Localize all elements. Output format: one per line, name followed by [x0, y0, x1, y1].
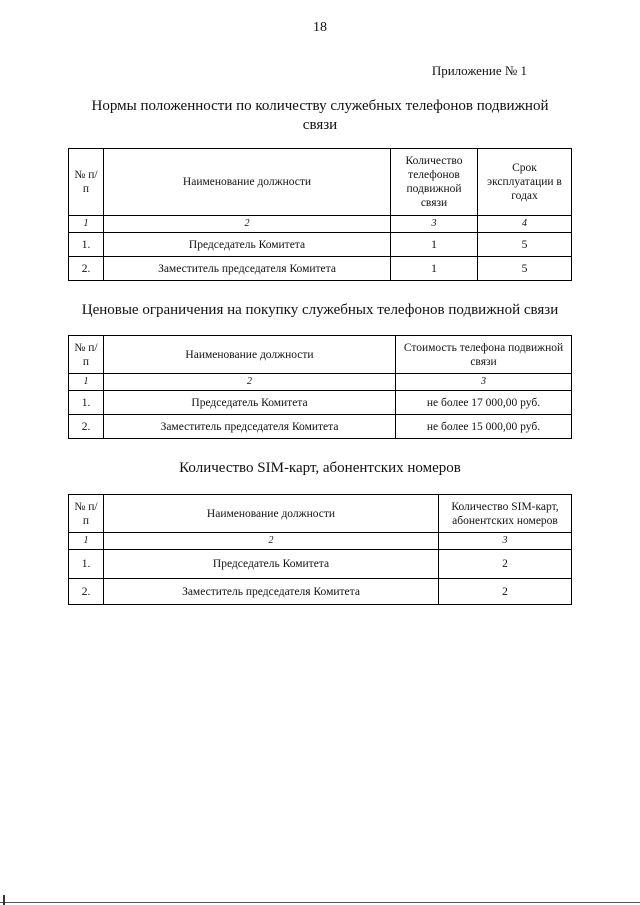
row-num: 2. [69, 257, 104, 281]
table-header-row [69, 149, 572, 216]
row-price: не более 17 000,00 руб. [396, 391, 572, 415]
section3-title: Количество SIM-карт, абонентских номеров [179, 460, 461, 476]
row-phone-count: 1 [391, 233, 478, 257]
row-position: Председатель Комитета [104, 550, 439, 579]
table-header-row [69, 495, 572, 533]
section1-title [60, 97, 580, 135]
row-term: 5 [478, 233, 572, 257]
row-position: Председатель Комитета [104, 233, 391, 257]
row-phone-count: 1 [391, 257, 478, 281]
column-number: 3 [396, 374, 572, 391]
appendix-label: Приложение № 1 [431, 63, 527, 78]
column-number: 1 [69, 533, 104, 550]
header-term: Срок эксплуатации в годах [478, 149, 572, 216]
row-position: Заместитель председателя Комитета [104, 415, 396, 439]
column-number: 2 [104, 533, 439, 550]
table-row [69, 415, 572, 439]
column-number: 3 [439, 533, 572, 550]
header-position: Наименование должности [104, 149, 391, 216]
column-number: 4 [478, 216, 572, 233]
column-number: 2 [104, 374, 396, 391]
row-sim-count: 2 [439, 579, 572, 605]
header-price: Стоимость телефона подвижной связи [396, 336, 572, 374]
table-row [69, 257, 572, 281]
row-num: 1. [69, 233, 104, 257]
column-number: 3 [391, 216, 478, 233]
column-number: 1 [69, 216, 104, 233]
phone-norms-table [68, 148, 572, 281]
header-phone-count: Количество телефонов подвижной связи [391, 149, 478, 216]
table-row [69, 579, 572, 605]
table-row [69, 391, 572, 415]
column-number-row [69, 216, 572, 233]
row-num: 2. [69, 415, 104, 439]
row-num: 2. [69, 579, 104, 605]
sim-cards-table [68, 494, 572, 605]
phone-price-table [68, 335, 572, 439]
row-num: 1. [69, 550, 104, 579]
table-header-row [69, 336, 572, 374]
header-num: № п/п [69, 149, 104, 216]
page-number: 18 [313, 20, 327, 35]
column-number-row [69, 533, 572, 550]
header-sim-count: Количество SIM-карт, абонентских номеров [439, 495, 572, 533]
table-row [69, 550, 572, 579]
header-num: № п/п [69, 495, 104, 533]
row-position: Заместитель председателя Комитета [104, 257, 391, 281]
section1-title-line2: связи [302, 117, 338, 133]
row-position: Заместитель председателя Комитета [104, 579, 439, 605]
table-row [69, 233, 572, 257]
row-term: 5 [478, 257, 572, 281]
column-number: 1 [69, 374, 104, 391]
section1-title-line1: Нормы положенности по количеству служебных телефонов подвижной [91, 98, 549, 114]
column-number-row [69, 374, 572, 391]
header-num: № п/п [69, 336, 104, 374]
scan-edge-line [0, 902, 640, 903]
row-price: не более 15 000,00 руб. [396, 415, 572, 439]
header-position: Наименование должности [104, 495, 439, 533]
scan-edge-mark [3, 895, 5, 905]
header-position: Наименование должности [104, 336, 396, 374]
row-sim-count: 2 [439, 550, 572, 579]
section2-title: Ценовые ограничения на покупку служебных телефонов подвижной связи [81, 302, 559, 318]
column-number: 2 [104, 216, 391, 233]
row-num: 1. [69, 391, 104, 415]
row-position: Председатель Комитета [104, 391, 396, 415]
